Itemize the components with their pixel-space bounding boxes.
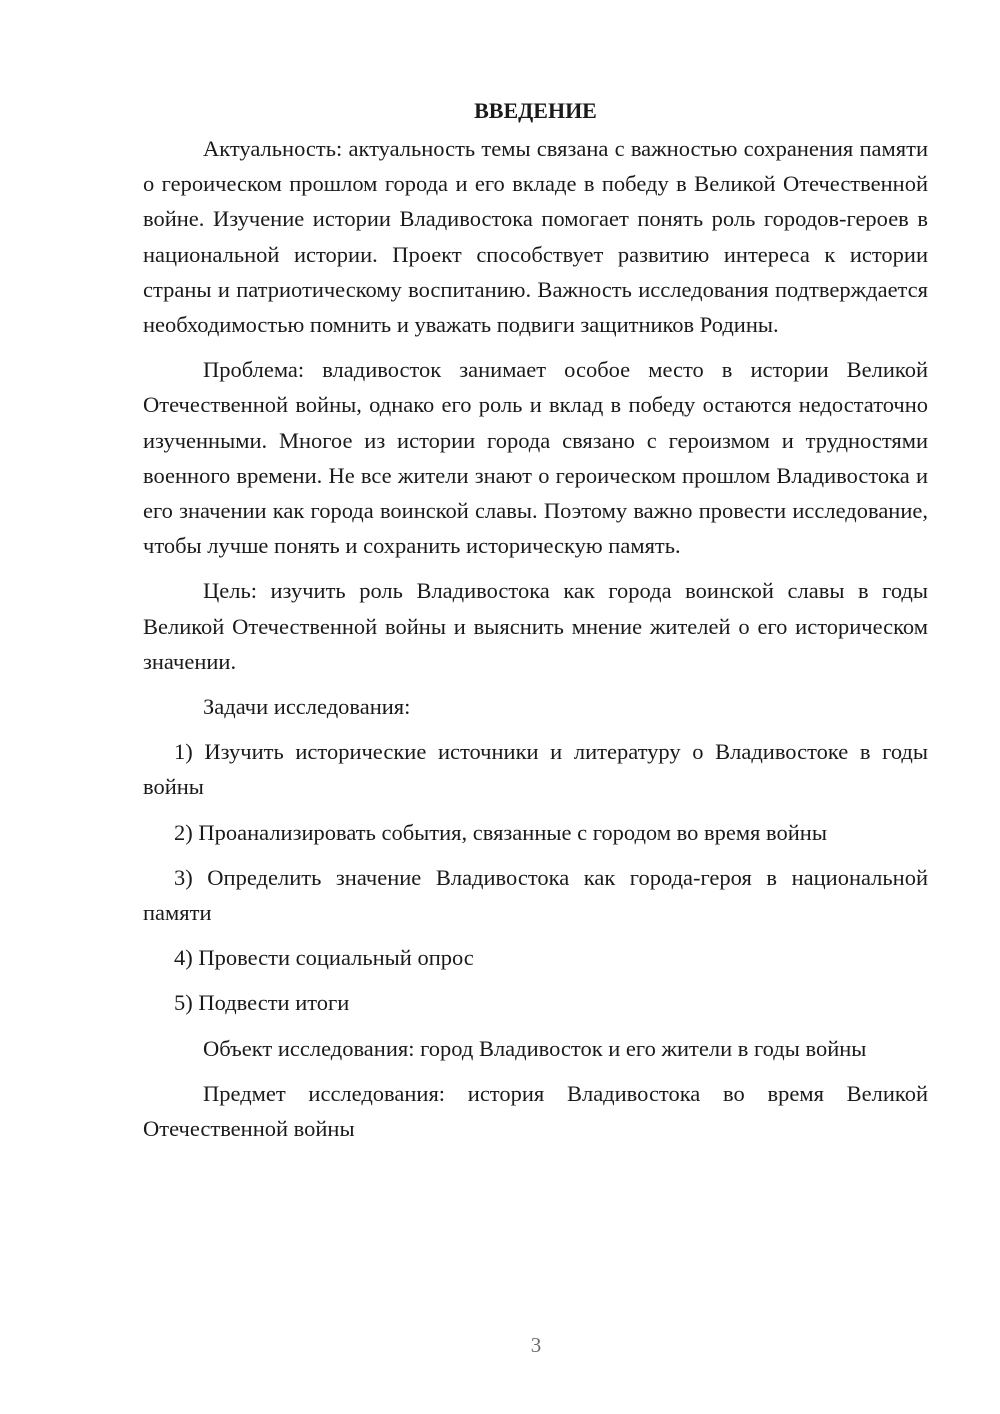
list-item: 5) Подвести итоги [174,990,350,1016]
list-item: 4) Провести социальный опрос [174,945,474,971]
page-number: 3 [530,1333,542,1357]
page-title: ВВЕДЕНИЕ [474,98,597,123]
paragraph-goal: Цель: изучить роль Владивостока как города воинской славы в годы Великой Отечественной войны и выяснить мнение жителей о его историческом значении. [143,578,928,674]
paragraph-subject: Предмет исследования: история Владивостока во время Великой Отечественной войны [143,1080,928,1142]
tasks-heading: Задачи исследования: [203,694,411,720]
list-item: 2) Проанализировать события, связанные с городом во время войны [174,819,827,845]
paragraph-object: Объект исследования: город Владивосток и его жители в годы войны [203,1035,867,1061]
list-item: 1) Изучить исторические источники и литературу о Владивостоке в годы войны [143,739,928,800]
list-item: 3) Определить значение Владивостока как города-героя в национальной памяти [143,864,928,926]
page-content [143,94,928,1156]
tasks-list [143,734,928,1020]
paragraph-relevance: Актуальность: актуальность темы связана с важностью сохранения памяти о героическом прошлом города и его вкладе в победу в Великой Отечественной войне. Изучение истории Владивостока помогает понять роль городов-героев в национальной истории. Проект способствует развитию интереса к истории страны и патриотическому воспитанию. Важность исследования подтверждается необходимостью помнить и уважать подвиги защитников Родины. [143,136,928,338]
paragraph-problem: Проблема: владивосток занимает особое место в истории Великой Отечественной войны, однако его роль и вклад в победу остаются недостаточно изученными. Многое из истории города связано с героизмом и трудностями военного времени. Не все жители знают о героическом прошлом Владивостока и его значении как города воинской славы. Поэтому важно провести исследование, чтобы лучше понять и сохранить историческую память. [143,357,928,559]
